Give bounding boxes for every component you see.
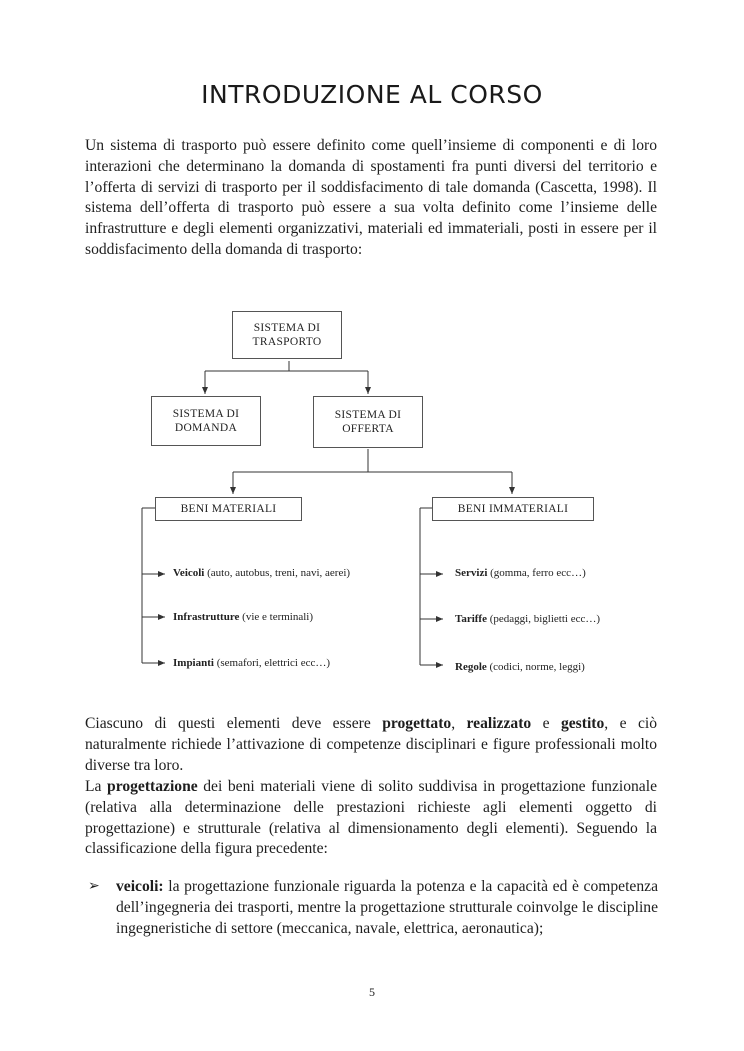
paragraph-progettazione: La progettazione dei beni materiali viene di solito suddivisa in progettazione funzionale (relativa alla determinazione delle prestazioni richieste agli elementi oggetto di progettazione) e strutturale (relativa al dimensionamento degli elementi). Seguendo la classificazione della figura precedente: bbox=[85, 778, 657, 858]
arrow-bullet-icon: ➢ bbox=[88, 879, 100, 894]
immaterial-item: Tariffe (pedaggi, biglietti ecc…) bbox=[455, 613, 600, 625]
material-item: Veicoli (auto, autobus, treni, navi, aerei) bbox=[173, 567, 351, 579]
material-item: Infrastrutture (vie e terminali) bbox=[173, 611, 314, 623]
immaterial-item: Regole (codici, norme, leggi) bbox=[455, 661, 585, 673]
node-beni-materiali: BENI MATERIALI bbox=[155, 497, 302, 521]
node-sistema-domanda: SISTEMA DI DOMANDA bbox=[151, 396, 261, 446]
paragraph-elements: Ciascuno di questi elementi deve essere progettato, realizzato e gestito, e ciò naturalmente richiede l’attivazione di competenze disciplinari e figure professionali molto diverse tra loro. bbox=[85, 715, 658, 774]
node-sistema-offerta: SISTEMA DI OFFERTA bbox=[313, 396, 423, 448]
page-number: 5 bbox=[369, 985, 375, 999]
node-beni-immateriali: BENI IMMATERIALI bbox=[432, 497, 594, 521]
page-title: INTRODUZIONE AL CORSO bbox=[201, 80, 543, 109]
intro-paragraph: Un sistema di trasporto può essere definito come quell’insieme di componenti e di loro interazioni che determinano la domanda di spostamenti fra punti diversi del territorio e l’offerta di servizi di trasporto per il soddisfacimento di tale domanda (Cascetta, 1998). Il sistema dell’offerta di trasporto può essere a sua volta definito come l’insieme delle infrastrutture e degli elementi organizzativi, materiali ed immateriali, posti in essere per il soddisfacimento della domanda di trasporto: bbox=[85, 137, 657, 258]
immaterial-item: Servizi (gomma, ferro ecc…) bbox=[455, 567, 586, 579]
material-item: Impianti (semafori, elettrici ecc…) bbox=[173, 657, 331, 669]
node-sistema-trasporto: SISTEMA DI TRASPORTO bbox=[232, 311, 342, 359]
bullet-text: veicoli: la progettazione funzionale riguarda la potenza e la capacità ed è competenza dell’ingegneria dei trasporti, mentre la progettazione strutturale coinvolge le discipline ingegneristiche di settore (meccanica, navale, elettrica, aeronautica); bbox=[116, 878, 658, 937]
